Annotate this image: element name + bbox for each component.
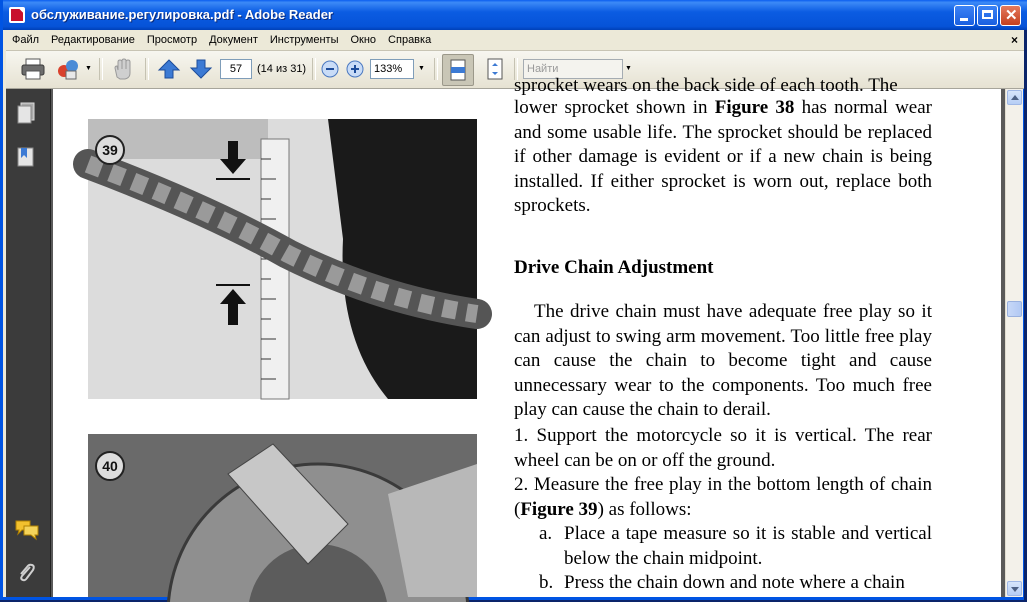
share-dropdown-arrow[interactable]: ▼ bbox=[85, 65, 92, 72]
comments-panel-icon[interactable] bbox=[14, 518, 40, 540]
text-run: 2. Measure the free play in the bottom length of chain ( bbox=[514, 474, 932, 520]
title-bar bbox=[3, 0, 1027, 30]
step-2a-text: Place a tape measure so it is stable and vertical below the chain midpoint. bbox=[564, 523, 932, 569]
navigation-panel bbox=[6, 89, 51, 597]
figure-40-photo bbox=[88, 434, 477, 597]
zoom-input[interactable]: 133% bbox=[370, 59, 414, 79]
pdf-file-icon bbox=[9, 7, 25, 23]
section-heading: Drive Chain Adjustment bbox=[514, 257, 714, 278]
print-icon[interactable] bbox=[20, 57, 46, 81]
step-2a bbox=[539, 522, 932, 571]
search-input[interactable]: Найти bbox=[523, 59, 623, 79]
zoom-in-icon[interactable] bbox=[344, 57, 366, 81]
next-page-icon[interactable] bbox=[189, 57, 213, 81]
text-run: ) as follows: bbox=[597, 498, 692, 520]
figure-39-number: 39 bbox=[95, 135, 125, 165]
scroll-up-arrow[interactable] bbox=[1007, 90, 1022, 105]
close-document-button[interactable]: × bbox=[1010, 33, 1018, 47]
step-1 bbox=[514, 424, 932, 473]
fit-width-icon bbox=[443, 55, 473, 85]
menu-bar bbox=[6, 30, 1024, 51]
paragraph-sprocket bbox=[514, 96, 932, 219]
attachments-panel-icon[interactable] bbox=[15, 561, 37, 585]
window-title: обслуживание.регулировка.pdf - Adobe Reader bbox=[31, 7, 333, 22]
cut-off-line: sprocket wears on the back side of each tooth. The bbox=[514, 75, 898, 96]
toolbar-separator bbox=[99, 58, 103, 80]
text-run: has normal wear and some usable life. The sprocket should be replaced if other damage is evident or if a new chain is being installed. If either sprocket is worn out, replace both sprockets. bbox=[514, 97, 932, 217]
share-icon[interactable] bbox=[56, 57, 82, 81]
scroll-thumb[interactable] bbox=[1007, 301, 1022, 317]
menu-window[interactable]: Окно bbox=[350, 34, 377, 46]
paragraph-cut-line bbox=[514, 74, 932, 99]
page-number-input[interactable]: 57 bbox=[220, 59, 252, 79]
hand-tool-icon[interactable] bbox=[110, 57, 136, 81]
toolbar-separator bbox=[434, 58, 438, 80]
chain-photo-illustration bbox=[88, 119, 477, 399]
menu-document[interactable]: Документ bbox=[209, 34, 258, 46]
fit-width-button[interactable] bbox=[442, 54, 474, 86]
minimize-button[interactable] bbox=[954, 5, 975, 26]
step-1-text: 1. Support the motorcycle so it is vertical. The rear wheel can be on or off the ground. bbox=[514, 425, 932, 471]
menu-tools[interactable]: Инструменты bbox=[269, 34, 339, 46]
step-2b-label: b. bbox=[539, 572, 554, 593]
figure-39-photo bbox=[88, 119, 477, 399]
figure-39-reference: Figure 39 bbox=[520, 498, 598, 520]
step-2 bbox=[514, 473, 932, 522]
menu-edit[interactable]: Редактирование bbox=[51, 34, 135, 46]
sprocket-photo-illustration bbox=[88, 434, 477, 597]
toolbar-separator bbox=[145, 58, 149, 80]
document-view[interactable] bbox=[51, 75, 1005, 597]
menu-help[interactable]: Справка bbox=[388, 34, 432, 46]
bookmarks-panel-icon[interactable] bbox=[15, 145, 37, 169]
zoom-dropdown-arrow[interactable]: ▼ bbox=[418, 65, 425, 72]
figure-38-reference: Figure 38 bbox=[714, 97, 795, 118]
figure-40-number: 40 bbox=[95, 451, 125, 481]
close-button[interactable] bbox=[1000, 5, 1021, 26]
menu-view[interactable]: Просмотр bbox=[146, 34, 198, 46]
previous-page-icon[interactable] bbox=[157, 57, 181, 81]
pdf-page bbox=[53, 75, 1001, 597]
page-count-label: (14 из 31) bbox=[257, 63, 307, 75]
step-2b-text: Press the chain down and note where a chain bbox=[564, 572, 905, 593]
text-run: lower sprocket shown in bbox=[514, 97, 715, 118]
maximize-button[interactable] bbox=[977, 5, 998, 26]
pages-panel-icon[interactable] bbox=[15, 101, 37, 125]
step-2a-label: a. bbox=[539, 523, 553, 544]
step-2b bbox=[539, 571, 932, 596]
free-play-text: The drive chain must have adequate free play so it can adjust to swing arm movement. Too little free play can cause the chain to become tight and cause unnecessary wear to the components. Too much free play can cause the chain to derail. bbox=[514, 301, 932, 421]
fit-page-icon[interactable] bbox=[482, 57, 508, 81]
menu-file[interactable]: Файл bbox=[12, 34, 40, 46]
toolbar-separator bbox=[312, 58, 316, 80]
paragraph-free-play bbox=[514, 300, 932, 423]
zoom-out-icon[interactable] bbox=[319, 57, 341, 81]
vertical-scrollbar[interactable] bbox=[1005, 89, 1023, 597]
scroll-down-arrow[interactable] bbox=[1007, 581, 1022, 596]
search-dropdown-arrow[interactable]: ▼ bbox=[625, 65, 632, 72]
